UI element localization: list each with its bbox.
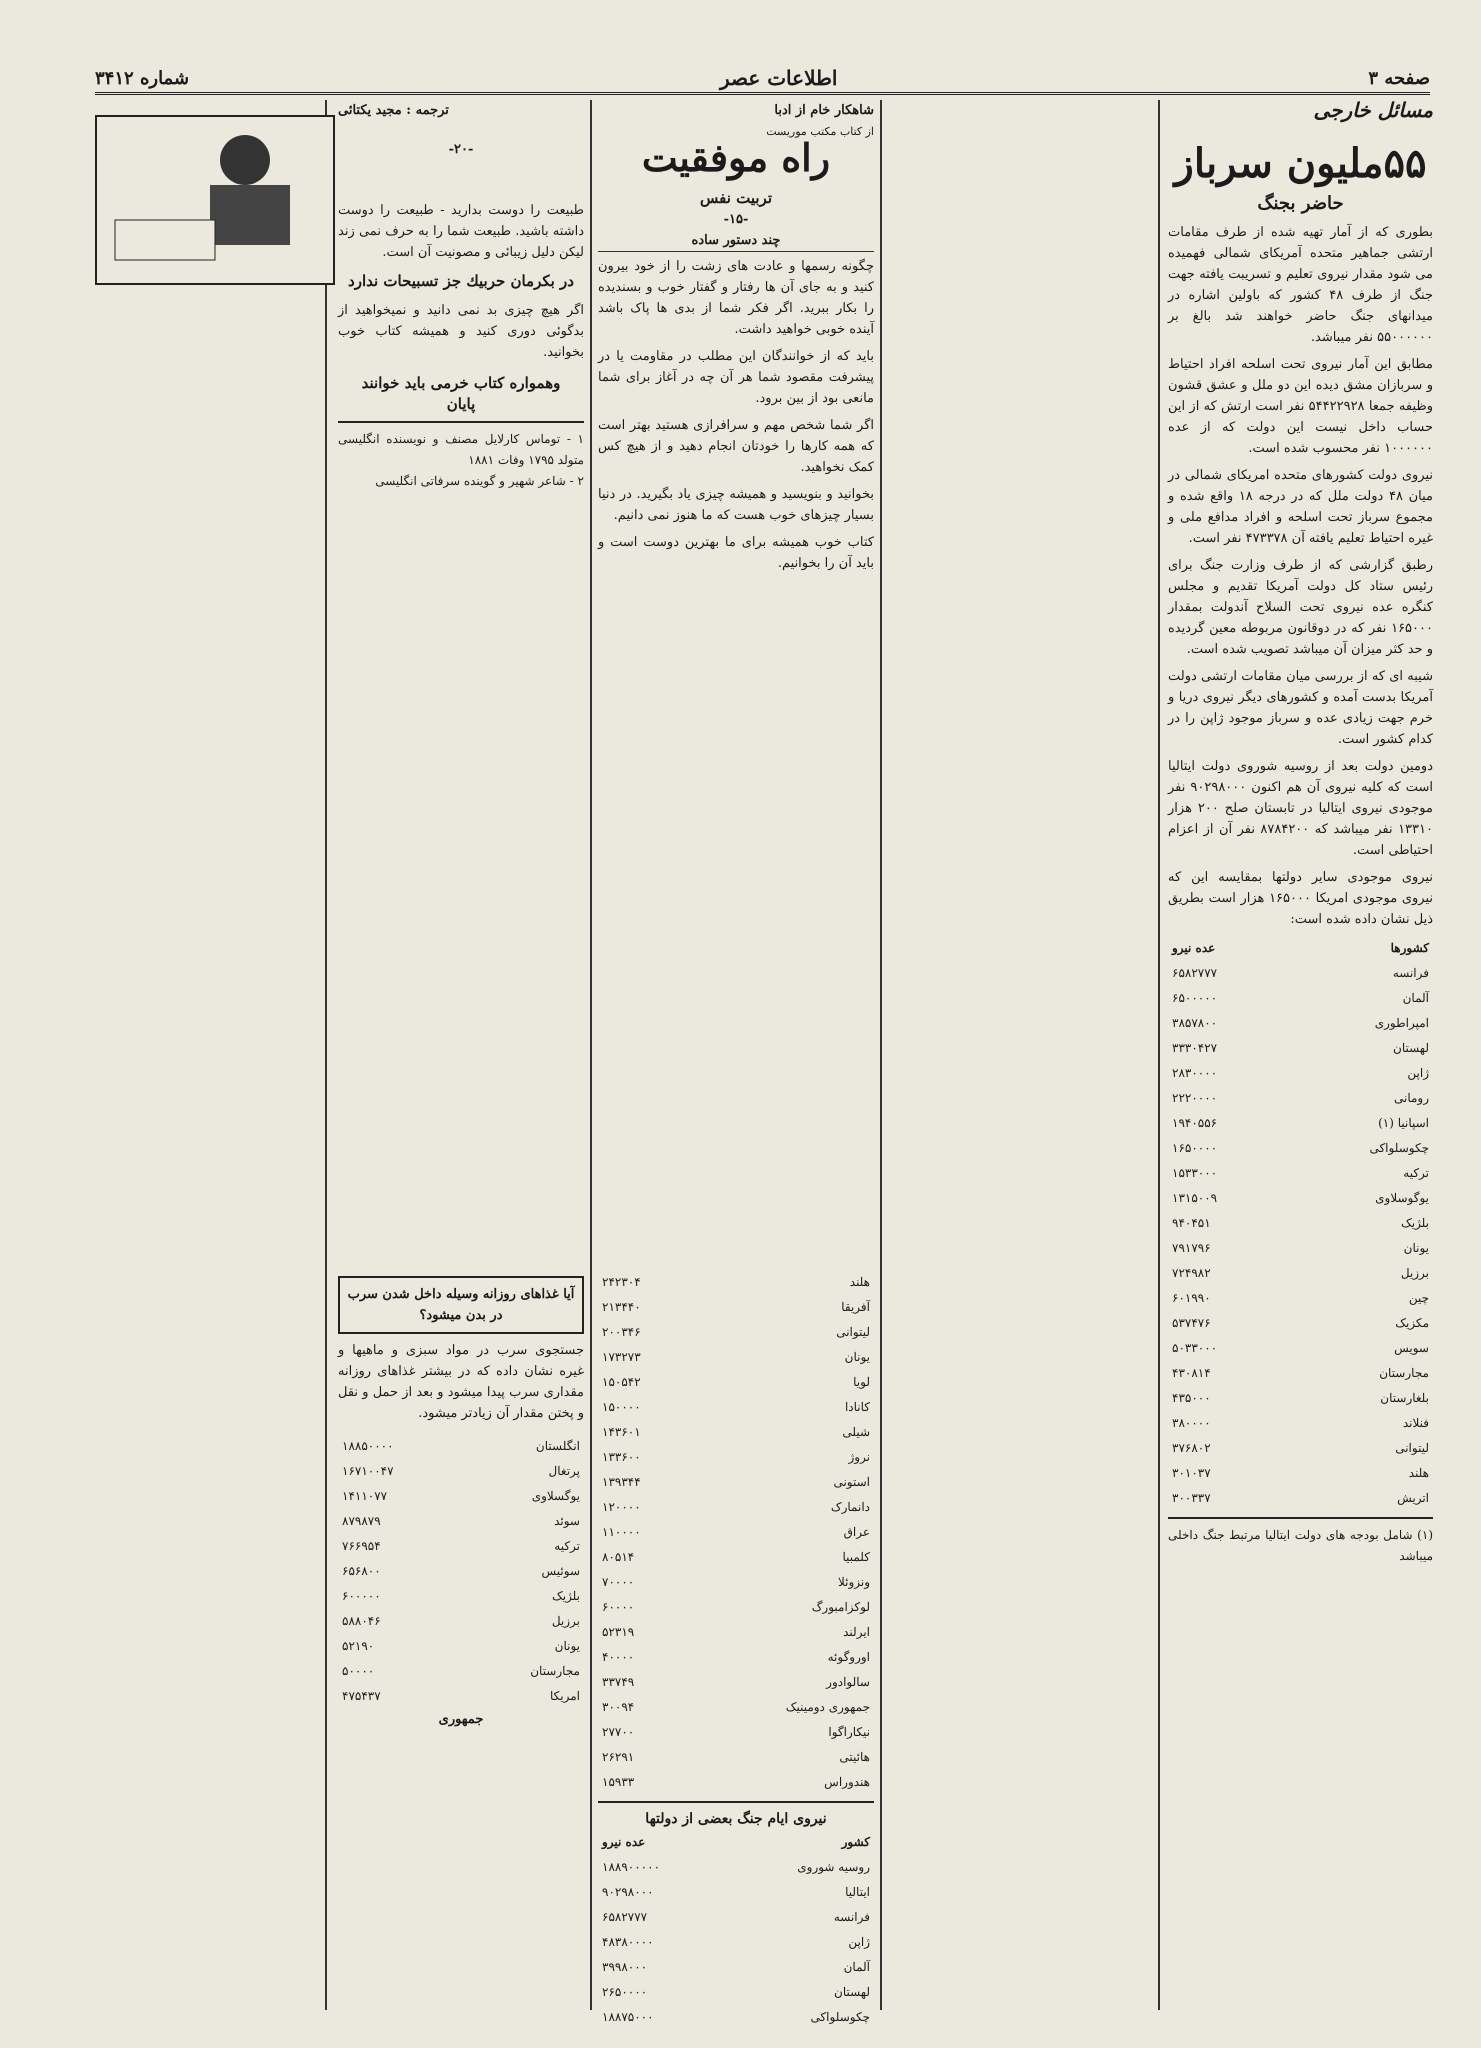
table-cell: ۱۴۳۶۰۱ (602, 1425, 641, 1439)
table-row (598, 1570, 874, 1595)
translator-byline: ترجمه : مجید یکتائی (338, 103, 449, 118)
table-cell: هلند (849, 1275, 870, 1289)
table-cell: ۵۰۰۰۰ (342, 1664, 375, 1678)
table-header: کشور (841, 1835, 870, 1849)
table-cell: ایتالیا (845, 1885, 870, 1899)
table-row (1168, 986, 1433, 1011)
table-row (598, 1420, 874, 1445)
table-cell: یونان (1403, 1241, 1429, 1255)
end-word: پایان (446, 395, 476, 413)
table-row (1168, 1111, 1433, 1136)
table-cell: شیلی (842, 1425, 870, 1439)
paragraph: باید که از خوانندگان این مطلب در مقاومت یا در پیشرفت مقصود شما هر آن چه در آغاز برای شما مانعی بود از بین برود. (598, 349, 874, 406)
issue-number: شماره ۳۴۱۲ (95, 67, 190, 89)
table-row (338, 1684, 584, 1709)
pull-quote: در بکرمان حربیك جز تسبیحات ندارد (348, 272, 574, 290)
page-header (95, 64, 1430, 95)
table-row (598, 1620, 874, 1645)
table-cell: یونان (844, 1350, 870, 1364)
lead-box-col (338, 1270, 584, 2010)
table-footer: جمهوری (438, 1712, 484, 1727)
table-cell: ۱۸۸۷۵۰۰۰ (602, 2010, 654, 2024)
table-cell: یونان (554, 1639, 580, 1653)
table-cell: ۱۸۸۵۰۰۰۰ (342, 1439, 394, 1453)
table-cell: مکزیک (1395, 1316, 1429, 1330)
small-army-table (598, 1270, 874, 1795)
table-cell: لیتوانی (836, 1325, 870, 1339)
table-cell: ۴۳۰۸۱۴ (1172, 1366, 1211, 1380)
table-cell: ۲۷۷۰۰ (602, 1725, 635, 1739)
paragraph: دومین دولت بعد از روسیه شوروی دولت ایتالیا است که کلیه نیروی آن هم اکنون ۹۰۲۹۸۰۰۰ نفر موجودی نیروی ایتالیا در تابستان صلح ۲۰۰ هزار ۱۳۳۱۰ نفر میباشد که ۸۷۸۴۲۰۰ نفر آن از اعزام احتیاطی است. (1168, 759, 1434, 858)
table-cell: ۲۲۲۰۰۰۰ (1172, 1091, 1218, 1105)
table-row (1168, 1436, 1433, 1461)
table-cell: استونی (833, 1475, 870, 1489)
table-row (338, 1584, 584, 1609)
table-cell: ۶۰۱۹۹۰ (1172, 1291, 1211, 1305)
table-cell: ۶۰۰۰۰ (602, 1600, 635, 1614)
table-cell: ژاپن (848, 1935, 870, 1949)
table-cell: اوروگوئه (827, 1650, 870, 1664)
wartime-title: نیروی ایام جنگ بعضی از دولتها (645, 1811, 827, 1827)
paragraph: اگر شما شخص مهم و سرافرازی هستید بهتر است که همه کارها را خودتان انجام دهید و از هیچ کس کمک نخواهید. (598, 418, 874, 475)
paragraph: بخوانید و بنویسید و همیشه چیزی یاد بگیرید. در دنیا بسیار چیزهای خوب هست که ما هنوز نمی دانیم. (598, 487, 874, 523)
table-cell: ۹۰۲۹۸۰۰۰ (602, 1885, 654, 1899)
table-cell: ۱۵۰۰۰۰ (602, 1400, 641, 1414)
paragraph: کتاب خوب همیشه برای ما بهترین دوست است و باید آن را بخوانیم. (598, 535, 874, 571)
table-row (1168, 961, 1433, 986)
table-row (598, 1720, 874, 1745)
table-row (598, 1905, 874, 1930)
page-label: صفحه ۳ (1368, 67, 1430, 89)
byline (598, 100, 874, 121)
table-cell: چکوسلواکی (810, 2010, 870, 2024)
table-cell: ۶۵۶۸۰۰ (342, 1564, 381, 1578)
table-cell: امریکا (549, 1689, 580, 1703)
paragraph: جستجوی سرب در مواد سبزی و ماهیها و غیره نشان داده که در بیشتر غذاهای روزانه مقداری سرب پیدا میشود و بعد از حمل و نقل و پختن مقدار آن زیادتر میشود. (338, 1343, 584, 1421)
table-row (598, 1980, 874, 2005)
table-row (598, 1695, 874, 1720)
table-cell: ۶۵۸۲۷۷۷ (1172, 966, 1218, 980)
table-cell: امپراطوری (1374, 1016, 1429, 1030)
table-cell: ۱۹۴۰۵۵۶ (1172, 1116, 1218, 1130)
table-cell: برزیل (1400, 1266, 1429, 1280)
byline-right: شاهکار خام از ادبا (774, 103, 874, 118)
table-cell: ۱۶۷۱۰۰۴۷ (342, 1464, 394, 1478)
table-cell: سویس (1394, 1341, 1429, 1355)
table-row (1168, 1186, 1433, 1211)
table-row (598, 1270, 874, 1295)
paragraph: نیروی موجودی سایر دولتها بمقایسه این که نیروی موجودی امریکا ۱۶۵۰۰۰ هزار است بطریق ذیل نشان داده شده است: (1168, 870, 1433, 927)
table-cell: آلمان (843, 1960, 870, 1974)
story-subtitle: تربیت نفس (700, 189, 772, 207)
table-row (598, 1470, 874, 1495)
table-row (1168, 1411, 1433, 1436)
story-headline: راه موفقیت (641, 135, 831, 180)
table-cell: ایرلند (843, 1625, 870, 1639)
table-cell: هائیتی (839, 1750, 870, 1764)
table-cell: لهستان (834, 1985, 870, 1999)
table-cell: ۱۳۱۵۰۰۹ (1172, 1191, 1218, 1205)
table-row (1168, 1036, 1433, 1061)
table-cell: ۲۶۵۰۰۰۰ (602, 1985, 648, 1999)
table-row (1168, 1211, 1433, 1236)
table-row (598, 1520, 874, 1545)
table-header-row (1168, 936, 1433, 961)
table-cell: کلمبیا (842, 1550, 870, 1564)
table-cell: ۵۰۳۳۰۰۰ (1172, 1341, 1218, 1355)
table-cell: مجارستان (530, 1664, 580, 1678)
table-row (1168, 1161, 1433, 1186)
table-cell: ۴۰۰۰۰ (602, 1650, 635, 1664)
table-cell: آلمان (1402, 991, 1429, 1005)
table-row (598, 1955, 874, 1980)
ending-line: وهمواره كتاب خرمی باید خوانند (361, 374, 561, 392)
table-cell: ۷۲۴۹۸۲ (1172, 1266, 1211, 1280)
paragraph: طبیعت را دوست بدارید - طبیعت را دوست داشته باشید. طبیعت شما را به حرف نمی زند لیکن دلیل زیبائی و مصونیت آن است. (338, 203, 584, 260)
table-cell: ۷۶۶۹۵۴ (342, 1539, 381, 1553)
table-row (598, 1770, 874, 1795)
table-row (598, 1320, 874, 1345)
subhead: حاضر بجنگ (1257, 193, 1344, 214)
table-cell: ۵۲۳۱۹ (602, 1625, 635, 1639)
source: از کتاب مکتب موریست (766, 125, 874, 138)
table-cell: لیتوانی (1395, 1441, 1429, 1455)
table-cell: ۴۸۳۸۰۰۰۰ (602, 1935, 654, 1949)
table-cell: ۱۱۰۰۰۰ (602, 1525, 641, 1539)
table-cell: ۵۸۸۰۴۶ (342, 1614, 381, 1628)
table-cell: اسپانیا (۱) (1378, 1116, 1429, 1130)
table-row (338, 1534, 584, 1559)
table-row (598, 1745, 874, 1770)
table-cell: مجارستان (1379, 1366, 1429, 1380)
table-cell: ۱۵۳۳۰۰۰ (1172, 1166, 1218, 1180)
table-row (1168, 1386, 1433, 1411)
table-row (598, 1495, 874, 1520)
paper-name: اطلاعات عصر (719, 66, 838, 90)
table-cell: ترکیه (554, 1539, 580, 1553)
table-cell: ۱۵۰۵۴۲ (602, 1375, 641, 1389)
table-row (598, 1545, 874, 1570)
table-cell: ترکیه (1403, 1166, 1429, 1180)
column-rule (880, 100, 882, 2010)
table-cell: چکوسلواکی (1369, 1141, 1429, 1155)
army-table (1168, 936, 1433, 1511)
footnote: (۱) شامل بودجه های دولت ایتالیا مرتبط جنگ داخلی میباشد (1168, 1528, 1433, 1563)
table-row (338, 1459, 584, 1484)
table-cell: لوکزامبورگ (811, 1600, 870, 1614)
table-cell: روسیه شوروی (797, 1860, 870, 1874)
table-row (338, 1509, 584, 1534)
table-header: کشورها (1390, 941, 1429, 955)
table-cell: ۱۸۸۹۰۰۰۰۰ (602, 1860, 661, 1874)
paragraph: رطبق گزارشی که از طرف وزارت جنگ برای رئیس ستاد کل دولت آمریکا تقدیم و مجلس کنگره عده نیروی تحت السلاح آندولت بمقدار ۱۶۵۰۰۰ نفر که در دوقانون مربوطه معین گردیده و حد کثر میزان آن میباشد تصویب شده است. (1168, 558, 1433, 657)
table-cell: ۲۰۰۳۴۶ (602, 1325, 641, 1339)
table-cell: ۶۰۰۰۰۰ (342, 1589, 381, 1603)
table-cell: ۹۴۰۴۵۱ (1172, 1216, 1211, 1230)
table-cell: ۶۵۰۰۰۰۰ (1172, 991, 1218, 1005)
table-row (338, 1634, 584, 1659)
table-row (1168, 1061, 1433, 1086)
column-rule (325, 100, 327, 2010)
section-title: چند دستور ساده (598, 230, 874, 252)
table-row (598, 1345, 874, 1370)
table-cell: ۵۳۷۴۷۶ (1172, 1316, 1211, 1330)
table-cell: ۲۸۳۰۰۰۰ (1172, 1066, 1218, 1080)
table-cell: عراق (843, 1525, 870, 1539)
table-cell: رومانی (1393, 1091, 1429, 1105)
table-cell: یوگوسلاوی (1375, 1191, 1429, 1205)
table-cell: چین (1408, 1291, 1429, 1305)
table-cell: ۱۷۳۲۷۳ (602, 1350, 641, 1364)
story-body-right (598, 128, 874, 1268)
table-cell: ۲۱۳۴۴۰ (602, 1300, 641, 1314)
paragraph: شیبه ای که از بررسی میان مقامات ارتشی دولت آمریکا بدست آمده و کشورهای دیگر نیروی دریا و خرم جهت زیادی عده و سرباز موجود ژاپن را در کدام کشور است. (1168, 669, 1433, 747)
army-table-2-col (598, 1270, 874, 2024)
table-cell: ۱۵۹۳۳ (602, 1775, 635, 1789)
table-cell: ۲۴۲۳۰۴ (602, 1275, 641, 1289)
table-cell: ۳۰۱۰۳۷ (1172, 1466, 1211, 1480)
table-cell: ۷۹۱۷۹۶ (1172, 1241, 1211, 1255)
table-row (338, 1484, 584, 1509)
table-row (598, 1855, 874, 1880)
table-cell: سوئد (554, 1514, 580, 1528)
table-cell: ۳۳۳۰۴۲۷ (1172, 1041, 1218, 1055)
table-cell: ۳۰۰۳۳۷ (1172, 1491, 1211, 1505)
table-cell: یوگسلاوی (531, 1489, 580, 1503)
table-cell: ژاپن (1407, 1066, 1429, 1080)
table-cell: پرتغال (548, 1464, 580, 1478)
table-cell: آفریقا (841, 1300, 870, 1314)
table-row (1168, 1011, 1433, 1036)
table-cell: دانمارک (830, 1500, 870, 1514)
paragraph: نیروی دولت کشورهای متحده امریکای شمالی در میان ۴۸ دولت ملل که در درجه ۱۸ واقع شده و مجموع سرباز تحت اسلحه و افراد مدافع ملی و غیره احتیاط تعلیم یافته آن ۴۷۳۳۷۸ نفر است. (1168, 468, 1434, 546)
table-cell: ۴۷۵۴۳۷ (342, 1689, 381, 1703)
wartime-table (598, 1830, 874, 2030)
table-cell: ۶۵۸۲۷۷۷ (602, 1910, 648, 1924)
table-cell: ۱۳۹۳۴۴ (602, 1475, 641, 1489)
table-cell: سالوادور (826, 1675, 870, 1689)
table-cell: ۱۲۰۰۰۰ (602, 1500, 641, 1514)
table-cell: بلژیک (551, 1589, 580, 1603)
footnote: ۲ - شاعر شهیر و گوینده سرفاتی انگلیسی (375, 474, 584, 488)
table-row (598, 1295, 874, 1320)
table-cell: ۸۰۵۱۴ (602, 1550, 635, 1564)
paragraph: چگونه رسمها و عادت های زشت را از خود بیرون کنید و به جای آن ها رفتار و گفتار خوب و بسندیده را بکار ببرید. اگر فکر شما از بدی ها پاک باشد آینده خوبی خواهید داشت. (598, 259, 874, 337)
table-cell: ۳۳۷۴۹ (602, 1675, 635, 1689)
table-cell: ۳۰۰۹۴ (602, 1700, 635, 1714)
table-cell: ۳۷۶۸۰۲ (1172, 1441, 1211, 1455)
table-cell: نروژ (848, 1450, 870, 1464)
table-cell: بلغارستان (1380, 1391, 1429, 1405)
table-cell: ونزوئلا (837, 1575, 870, 1589)
table-row (1168, 1461, 1433, 1486)
divider (338, 421, 584, 423)
column-rule (590, 100, 592, 2010)
table-row (598, 1670, 874, 1695)
paragraph: اگر هیچ چیزی بد نمی دانید و نمیخواهید از بدگوئی دوری کنید و همیشه کتاب خوب بخوانید. (338, 303, 584, 360)
logo-illustration (95, 115, 335, 285)
table-row (598, 1395, 874, 1420)
table-cell: ۷۰۰۰۰ (602, 1575, 635, 1589)
lead-question-box: آیا غذاهای روزانه وسیله داخل شدن سرب در بدن میشود؟ (338, 1276, 584, 1334)
table-row (338, 1609, 584, 1634)
column-rule (1158, 100, 1160, 2010)
paragraph: بطوری که از آمار تهیه شده از طرف مقامات ارتشی جماهیر متحده آمریکای شمالی فهمیده می شود مقدار نیروی تعلیم و تسریبت یافته جهت جنگ از طرف ۴۸ کشور که باولین اشاره در میدانهای جنگ حاضر خواهند شد بالغ بر ۵۵۰۰۰۰۰۰ نفر میباشد. (1168, 225, 1433, 345)
table-row (338, 1434, 584, 1459)
table-cell: هلند (1408, 1466, 1429, 1480)
lead-table (338, 1434, 584, 1709)
table-cell: ۱۶۵۰۰۰۰ (1172, 1141, 1218, 1155)
table-cell: ۵۲۱۹۰ (342, 1639, 375, 1653)
table-cell: فنلاند (1402, 1416, 1429, 1430)
table-header: عده نیرو (602, 1835, 646, 1849)
table-row (1168, 1136, 1433, 1161)
table-row (1168, 1486, 1433, 1511)
table-row (598, 1595, 874, 1620)
serial-number: -۲۰- (448, 142, 474, 157)
table-cell: لهستان (1393, 1041, 1429, 1055)
table-cell: ۴۳۵۰۰۰ (1172, 1391, 1211, 1405)
table-row (1168, 1286, 1433, 1311)
table-cell: هندوراس (824, 1775, 870, 1789)
table-row (1168, 1086, 1433, 1111)
table-row (1168, 1261, 1433, 1286)
table-row (1168, 1236, 1433, 1261)
table-row (598, 1645, 874, 1670)
table-row (598, 1880, 874, 1905)
table-cell: اتریش (1397, 1491, 1429, 1505)
table-row (598, 1930, 874, 1955)
foreign-affairs-column (1168, 100, 1433, 2010)
table-row (338, 1659, 584, 1684)
table-cell: فرانسه (1392, 966, 1429, 980)
table-row (1168, 1336, 1433, 1361)
footnote: ۱ - توماس کارلایل مصنف و نویسنده انگلیسی متولد ۱۷۹۵ وفات ۱۸۸۱ (338, 432, 584, 467)
table-cell: ۳۸۰۰۰۰ (1172, 1416, 1211, 1430)
table-cell: بلژیک (1400, 1216, 1429, 1230)
table-row (598, 2005, 874, 2030)
table-cell: لویا (853, 1375, 870, 1389)
table-cell: ۱۳۳۶۰۰ (602, 1450, 641, 1464)
table-cell: انگلستان (535, 1439, 580, 1453)
headline: ۵۵ملیون سرباز (1174, 140, 1427, 187)
section-number: -۱۵- (723, 212, 749, 227)
table-cell: ۳۸۵۷۸۰۰ (1172, 1016, 1218, 1030)
table-cell: ۱۴۱۱۰۷۷ (342, 1489, 388, 1503)
table-cell: جمهوری دومینیک (785, 1700, 870, 1714)
table-cell: ۳۹۹۸۰۰۰ (602, 1960, 648, 1974)
table-cell: ۲۶۲۹۱ (602, 1750, 635, 1764)
divider (1168, 1517, 1433, 1519)
table-row (338, 1559, 584, 1584)
table-cell: برزیل (551, 1614, 580, 1628)
table-row (1168, 1361, 1433, 1386)
table-cell: نیکاراگوا (828, 1725, 870, 1739)
table-cell: سوئیس (541, 1564, 580, 1578)
table-cell: ۸۷۹۸۷۹ (342, 1514, 381, 1528)
table-row (598, 1370, 874, 1395)
table-header: عده نیرو (1172, 941, 1216, 955)
story-body-left (338, 100, 584, 1250)
divider (598, 1801, 874, 1803)
table-cell: فرانسه (833, 1910, 870, 1924)
table-row (1168, 1311, 1433, 1336)
kicker: مسائل خارجی (1313, 98, 1433, 122)
table-row (598, 1445, 874, 1470)
logo (95, 115, 335, 285)
paragraph: مطابق این آمار نیروی تحت اسلحه افراد احتیاط و سربازان مشق دیده این دو ملل و عشق قشون وظیفه جمعا ۵۴۴۲۲۹۲۸ نفر است ارتش که از این حساب داخل نیست این دولت که از عده ۱۰۰۰۰۰۰ نفر محسوب شده است. (1168, 357, 1433, 456)
table-cell: کانادا (844, 1400, 870, 1414)
